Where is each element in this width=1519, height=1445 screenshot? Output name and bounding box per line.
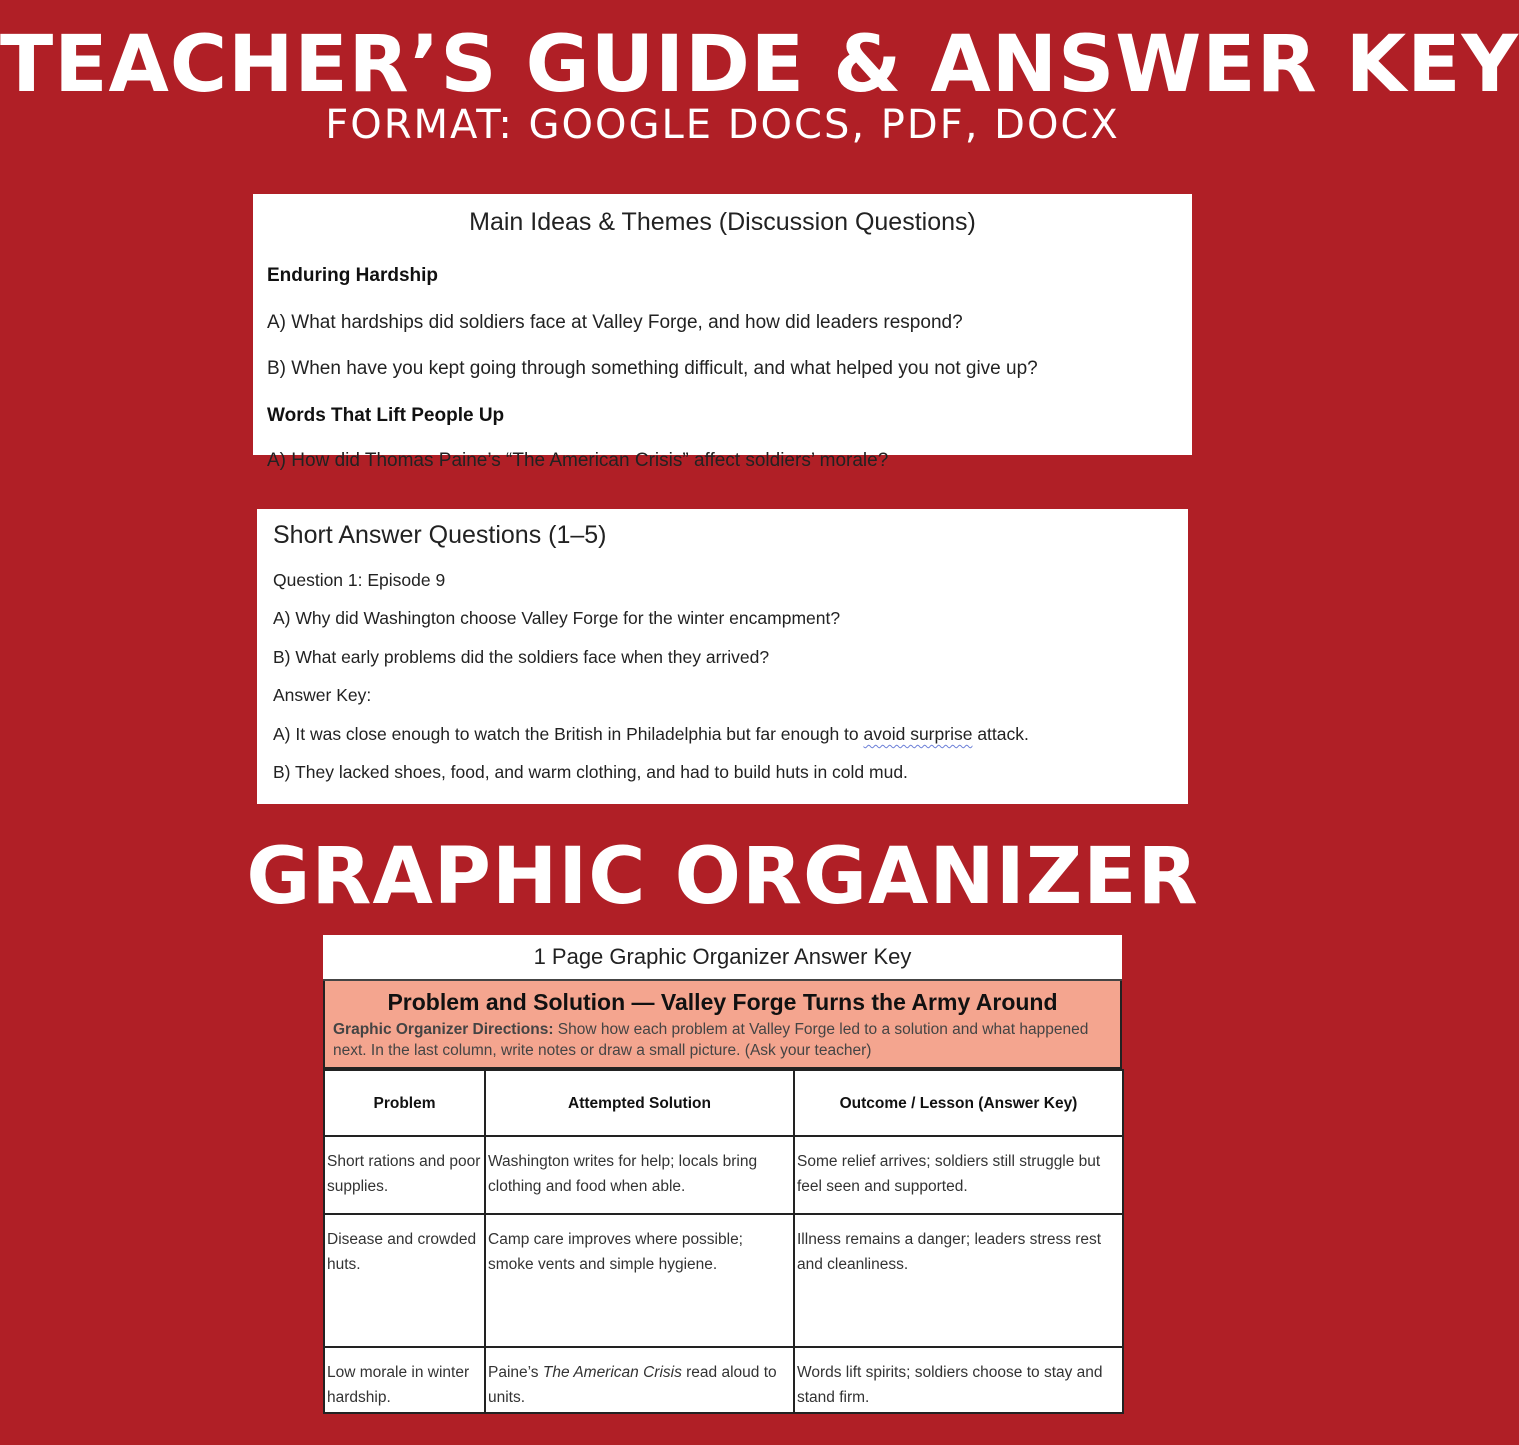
- short-answer-question: A) Why did Washington choose Valley Forge for the winter encampment?: [273, 608, 841, 628]
- spellcheck-flag: avoid surprise: [863, 724, 973, 744]
- table-row: [324, 1214, 1123, 1347]
- banner-title: Problem and Solution — Valley Forge Turns the Army Around: [387, 989, 1058, 1015]
- solution-text-end: read aloud to units.: [488, 1364, 777, 1406]
- column-header: Outcome / Lesson (Answer Key): [794, 1070, 1123, 1136]
- outcome-cell: Words lift spirits; soldiers choose to stay and stand firm.: [794, 1347, 1123, 1413]
- column-header: Attempted Solution: [485, 1070, 794, 1136]
- outcome-cell: Some relief arrives; soldiers still struggle but feel seen and supported.: [794, 1136, 1123, 1214]
- column-header: Problem: [324, 1070, 485, 1136]
- solution-cell: Washington writes for help; locals bring clothing and food when able.: [485, 1136, 794, 1214]
- answer-b: B) They lacked shoes, food, and warm clothing, and had to build huts in cold mud.: [273, 762, 908, 782]
- short-answer-card: [257, 509, 1188, 804]
- answer-a: [273, 724, 1029, 745]
- answer-a-end: attack.: [972, 724, 1029, 744]
- short-answer-question: B) What early problems did the soldiers face when they arrived?: [273, 647, 770, 667]
- problem-cell: Disease and crowded huts.: [324, 1214, 485, 1347]
- answer-a-text: A) It was close enough to watch the British in Philadelphia but far enough to: [273, 724, 864, 744]
- organizer-doc-title: 1 Page Graphic Organizer Answer Key: [323, 935, 1122, 981]
- table-row: [324, 1347, 1123, 1413]
- directions-text: Show how each problem at Valley Forge led to a solution and what happened next. In the last column, write notes or draw a small picture. (Ask your teacher): [333, 1021, 1089, 1059]
- outcome-cell: Illness remains a danger; leaders stress rest and cleanliness.: [794, 1214, 1123, 1347]
- short-answer-title: Short Answer Questions (1–5): [273, 521, 607, 549]
- discussion-question: A) What hardships did soldiers face at Valley Forge, and how did leaders respond?: [267, 312, 963, 333]
- section-heading: Enduring Hardship: [267, 265, 438, 286]
- table-header-row: [324, 1070, 1123, 1136]
- page-title: TEACHER’S GUIDE & ANSWER KEY: [0, 20, 1519, 110]
- discussion-title: Main Ideas & Themes (Discussion Questions): [469, 208, 976, 236]
- discussion-question: A) How did Thomas Paine’s “The American Crisis” affect soldiers’ morale?: [267, 450, 889, 471]
- solution-cell: [485, 1347, 794, 1413]
- directions-label: Graphic Organizer Directions:: [333, 1021, 554, 1038]
- discussion-question: B) When have you kept going through something difficult, and what helped you not give up?: [267, 358, 1038, 379]
- section-heading: Words That Lift People Up: [267, 405, 505, 426]
- question-label: Question 1: Episode 9: [273, 570, 446, 590]
- problem-cell: Low morale in winter hardship.: [324, 1347, 485, 1413]
- solution-cell: Camp care improves where possible; smoke vents and simple hygiene.: [485, 1214, 794, 1347]
- table-row: [324, 1136, 1123, 1214]
- problem-cell: Short rations and poor supplies.: [324, 1136, 485, 1214]
- organizer-directions: [333, 1019, 1103, 1061]
- answer-key-label: Answer Key:: [273, 685, 372, 705]
- work-title: The American Crisis: [542, 1364, 682, 1381]
- discussion-questions-card: [253, 194, 1192, 471]
- organizer-banner: [323, 981, 1122, 1069]
- graphic-organizer-heading: GRAPHIC ORGANIZER: [246, 832, 1199, 922]
- solution-text: Paine’s: [488, 1364, 543, 1381]
- format-subtitle: FORMAT: GOOGLE DOCS, PDF, DOCX: [325, 102, 1120, 148]
- graphic-organizer: [323, 935, 1122, 1414]
- organizer-table: [323, 1069, 1124, 1414]
